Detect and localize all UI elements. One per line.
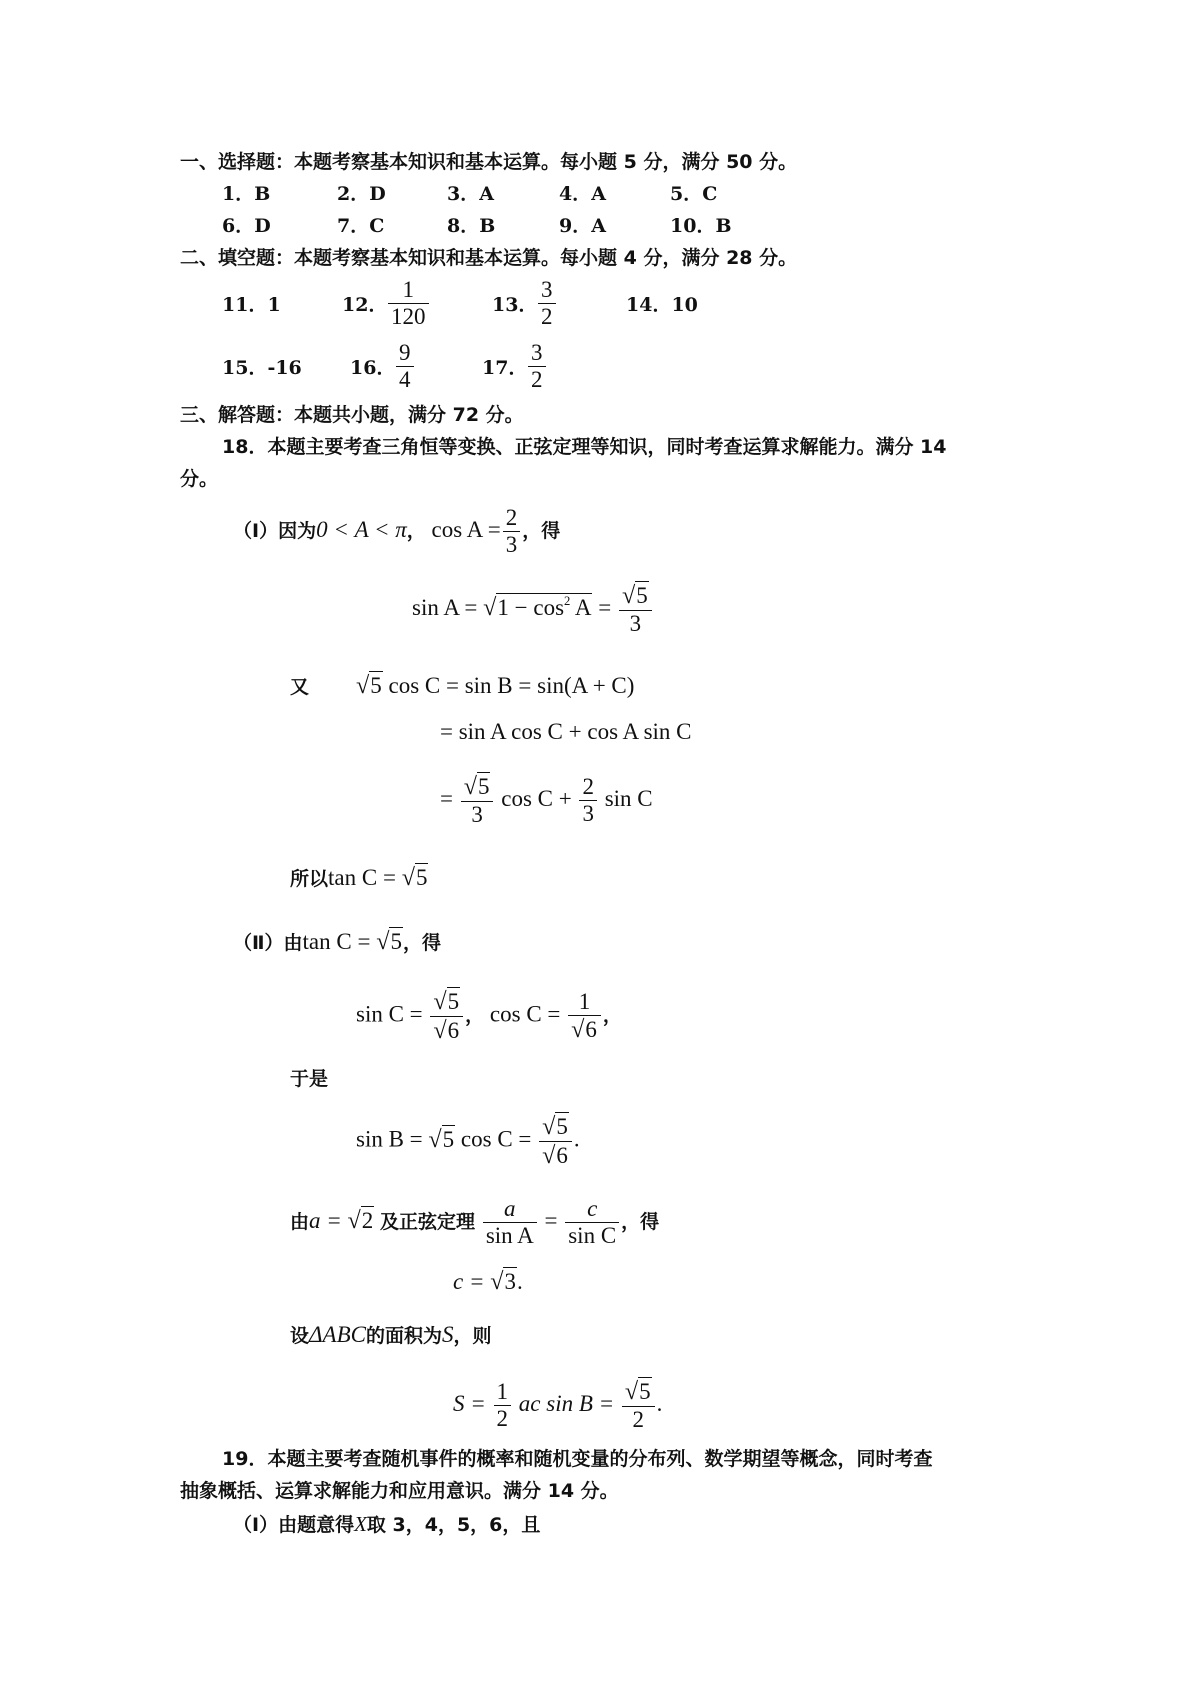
answer-8: 8．B bbox=[447, 215, 496, 237]
answer-9: 9．A bbox=[559, 215, 606, 237]
answer-16-label: 16． bbox=[350, 357, 396, 379]
answer-12-fraction: $\frac{1}{120}$ bbox=[386, 277, 431, 331]
q18-eq3: = $\frac{√5}{3}$ cos C + $\frac{2}{3}$ sin C bbox=[440, 773, 653, 827]
answer-15: 15．-16 bbox=[222, 357, 302, 379]
q18-part2-line: （Ⅱ）由tan C = √5，得 bbox=[233, 928, 441, 955]
answer-4: 4．A bbox=[559, 183, 606, 205]
q18-part1-line: （Ⅰ）因为0 < A < π， cos A = $\frac{2}{3}$ ，得 bbox=[233, 505, 561, 558]
q19-intro-line1: 19．本题主要考查随机事件的概率和随机变量的分布列、数学期望等概念，同时考查 bbox=[222, 1448, 933, 1470]
answer-7: 7．C bbox=[337, 215, 385, 237]
answer-11: 11．1 bbox=[222, 294, 281, 316]
q19-intro-line2: 抽象概括、运算求解能力和应用意识。满分 14 分。 bbox=[180, 1480, 619, 1502]
answer-2: 2．D bbox=[337, 183, 386, 205]
answer-13-label: 13． bbox=[492, 294, 538, 316]
answer-17-fraction: $\frac{3}{2}$ bbox=[526, 340, 548, 394]
section1-title: 一、选择题：本题考察基本知识和基本运算。每小题 5 分，满分 50 分。 bbox=[180, 151, 798, 173]
answer-3: 3．A bbox=[447, 183, 494, 205]
answer-5: 5．C bbox=[670, 183, 718, 205]
q18-tanC-line: 所以tan C = √5 bbox=[290, 864, 428, 891]
answer-13-fraction: $\frac{3}{2}$ bbox=[536, 277, 558, 331]
q18-area-equation: S = $\frac{1}{2}$ ac sin B = $\frac{√5}{2}$ . bbox=[453, 1378, 663, 1432]
q18-c-value: c = √3. bbox=[453, 1268, 523, 1295]
q18-intro-line2: 分。 bbox=[180, 468, 219, 490]
q18-sinC-cosC: sin C = $\frac{√5}{√6}$ ， cos C = $\frac{1}{√6}$ ， bbox=[356, 988, 622, 1044]
answer-1: 1．B bbox=[222, 183, 271, 205]
q18-eq1: √5 cos C = sin B = sin(A + C) bbox=[356, 672, 635, 699]
q18-law-of-sines: 由a = √2 及正弦定理 $\frac{a}{\text{sin A}}$ = $\frac{c}{\text{sin C}}$ ，得 bbox=[290, 1196, 660, 1249]
answer-12-label: 12． bbox=[342, 294, 388, 316]
q18-you-label: 又 bbox=[290, 676, 310, 698]
section2-title: 二、填空题：本题考察基本知识和基本运算。每小题 4 分，满分 28 分。 bbox=[180, 247, 798, 269]
q18-eq2: = sin A cos C + cos A sin C bbox=[440, 719, 692, 744]
answer-17-label: 17． bbox=[482, 357, 528, 379]
answer-16-fraction: $\frac{9}{4}$ bbox=[394, 340, 416, 394]
answer-10: 10．B bbox=[670, 215, 732, 237]
q18-sinB-equation: sin B = √5 cos C = $\frac{√5}{√6}$ . bbox=[356, 1113, 580, 1169]
q18-sinA-equation: $\sin A = √1 - \cos^2 A$ = $\frac{√5}{3}$ bbox=[412, 582, 654, 637]
q18-yushi: 于是 bbox=[290, 1068, 329, 1090]
q18-intro-line1: 18．本题主要考查三角恒等变换、正弦定理等知识，同时考查运算求解能力。满分 14 bbox=[222, 436, 947, 458]
answer-14: 14．10 bbox=[626, 294, 698, 316]
q19-part1-line: （Ⅰ）由题意得X取 3，4，5，6，且 bbox=[233, 1512, 541, 1536]
answer-6: 6．D bbox=[222, 215, 271, 237]
section3-title: 三、解答题：本题共小题，满分 72 分。 bbox=[180, 404, 524, 426]
q18-area-intro: 设ΔABC的面积为S，则 bbox=[290, 1322, 492, 1347]
